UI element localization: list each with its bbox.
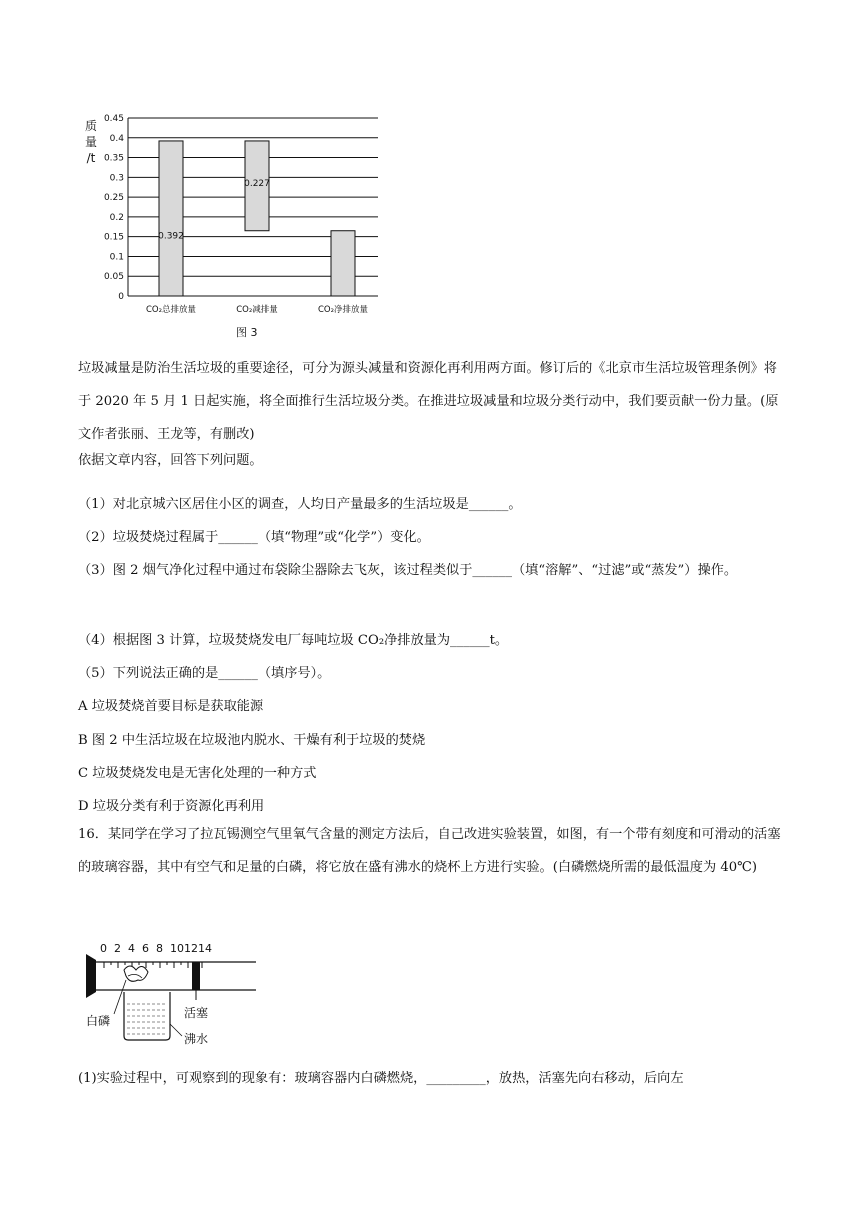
question-4: （4）根据图 3 计算，垃圾焚烧发电厂每吨垃圾 CO₂净排放量为______t。	[78, 633, 509, 648]
piston	[192, 962, 200, 990]
bar-data-label: 0.227	[244, 178, 270, 189]
apparatus-drawing	[84, 940, 264, 1060]
y-tick-label: 0	[118, 292, 124, 302]
y-tick-label: 0.3	[109, 173, 124, 184]
bar	[331, 231, 355, 296]
scale-label: 6	[142, 942, 149, 955]
ylabel-char: 量	[84, 135, 97, 149]
bar	[159, 141, 183, 296]
question-16: 16．某同学在学习了拉瓦锡测空气里氧气含量的测定方法后，自己改进实验装置，如图，有一个带有刻度和可滑动的活塞的玻璃容器，其中有空气和足量的白磷，将它放在盛有沸水的烧杯上方进行实验。(白磷燃烧所需的最低温度为 40℃)	[78, 827, 781, 875]
y-tick-label: 0.35	[103, 153, 124, 164]
question-16-1: (1)实验过程中，可观察到的现象有：玻璃容器内白磷燃烧，_________，放热，活塞先向右移动，后向左	[78, 1071, 684, 1086]
bar-data-label: 0.392	[158, 231, 184, 242]
white-phosphorus	[124, 966, 148, 981]
scale-label: 12	[184, 942, 198, 955]
scale-label: 2	[114, 942, 121, 955]
figure-3-chart	[78, 108, 378, 348]
label-white-phosphorus: 白磷	[86, 1014, 111, 1028]
option-c: C 垃圾焚烧发电是无害化处理的一种方式	[78, 766, 317, 781]
experiment-apparatus	[84, 940, 264, 1060]
paragraph-instruction: 依据文章内容，回答下列问题。	[78, 453, 263, 468]
tube-end-cap	[86, 954, 96, 998]
bar-chart-svg	[78, 108, 378, 323]
paragraph-waste-reduction: 垃圾减量是防治生活垃圾的重要途径，可分为源头减量和资源化再利用两方面。修订后的《北京市生活垃圾管理条例》将于 2020 年 5 月 1 日起实施，将全面推行生活垃圾分类。在推进垃圾减量和垃圾分类行动中，我们要贡献一份力量。(原文作者张丽、王龙等，有删改)	[78, 361, 779, 442]
question-5: （5）下列说法正确的是______（填序号）。	[78, 666, 331, 681]
label-boiling-water: 沸水	[184, 1032, 209, 1046]
scale-label: 8	[156, 942, 163, 955]
question-2: （2）垃圾焚烧过程属于______（填“物理”或“化学”）变化。	[78, 530, 430, 545]
ylabel-char: /t	[86, 151, 96, 165]
x-tick-label: CO₂减排量	[236, 305, 278, 315]
scale-label: 4	[128, 942, 135, 955]
x-tick-label: CO₂总排放量	[145, 305, 197, 315]
ylabel-char: 质	[84, 119, 97, 133]
option-d: D 垃圾分类有利于资源化再利用	[78, 799, 265, 814]
question-3: （3）图 2 烟气净化过程中通过布袋除尘器除去飞灰，该过程类似于______（填“溶解”、“过滤”或“蒸发”）操作。	[78, 563, 738, 578]
y-tick-label: 0.45	[103, 114, 124, 124]
scale-label: 10	[170, 942, 184, 955]
scale-label: 14	[198, 942, 212, 955]
label-piston: 活塞	[184, 1006, 209, 1020]
scale-label: 0	[100, 942, 107, 955]
y-tick-label: 0.25	[103, 193, 124, 204]
x-tick-label: CO₂净排放量	[317, 305, 369, 315]
y-tick-label: 0.05	[103, 272, 124, 283]
figure-caption: 图 3	[236, 326, 258, 339]
y-tick-label: 0.4	[109, 133, 124, 144]
question-1: （1）对北京城六区居住小区的调查，人均日产量最多的生活垃圾是______。	[78, 497, 522, 512]
y-tick-label: 0.2	[109, 212, 124, 223]
option-b: B 图 2 中生活垃圾在垃圾池内脱水、干燥有利于垃圾的焚烧	[78, 733, 426, 748]
y-tick-label: 0.1	[109, 252, 124, 263]
y-tick-label: 0.15	[103, 232, 124, 243]
option-a: A 垃圾焚烧首要目标是获取能源	[78, 699, 264, 714]
